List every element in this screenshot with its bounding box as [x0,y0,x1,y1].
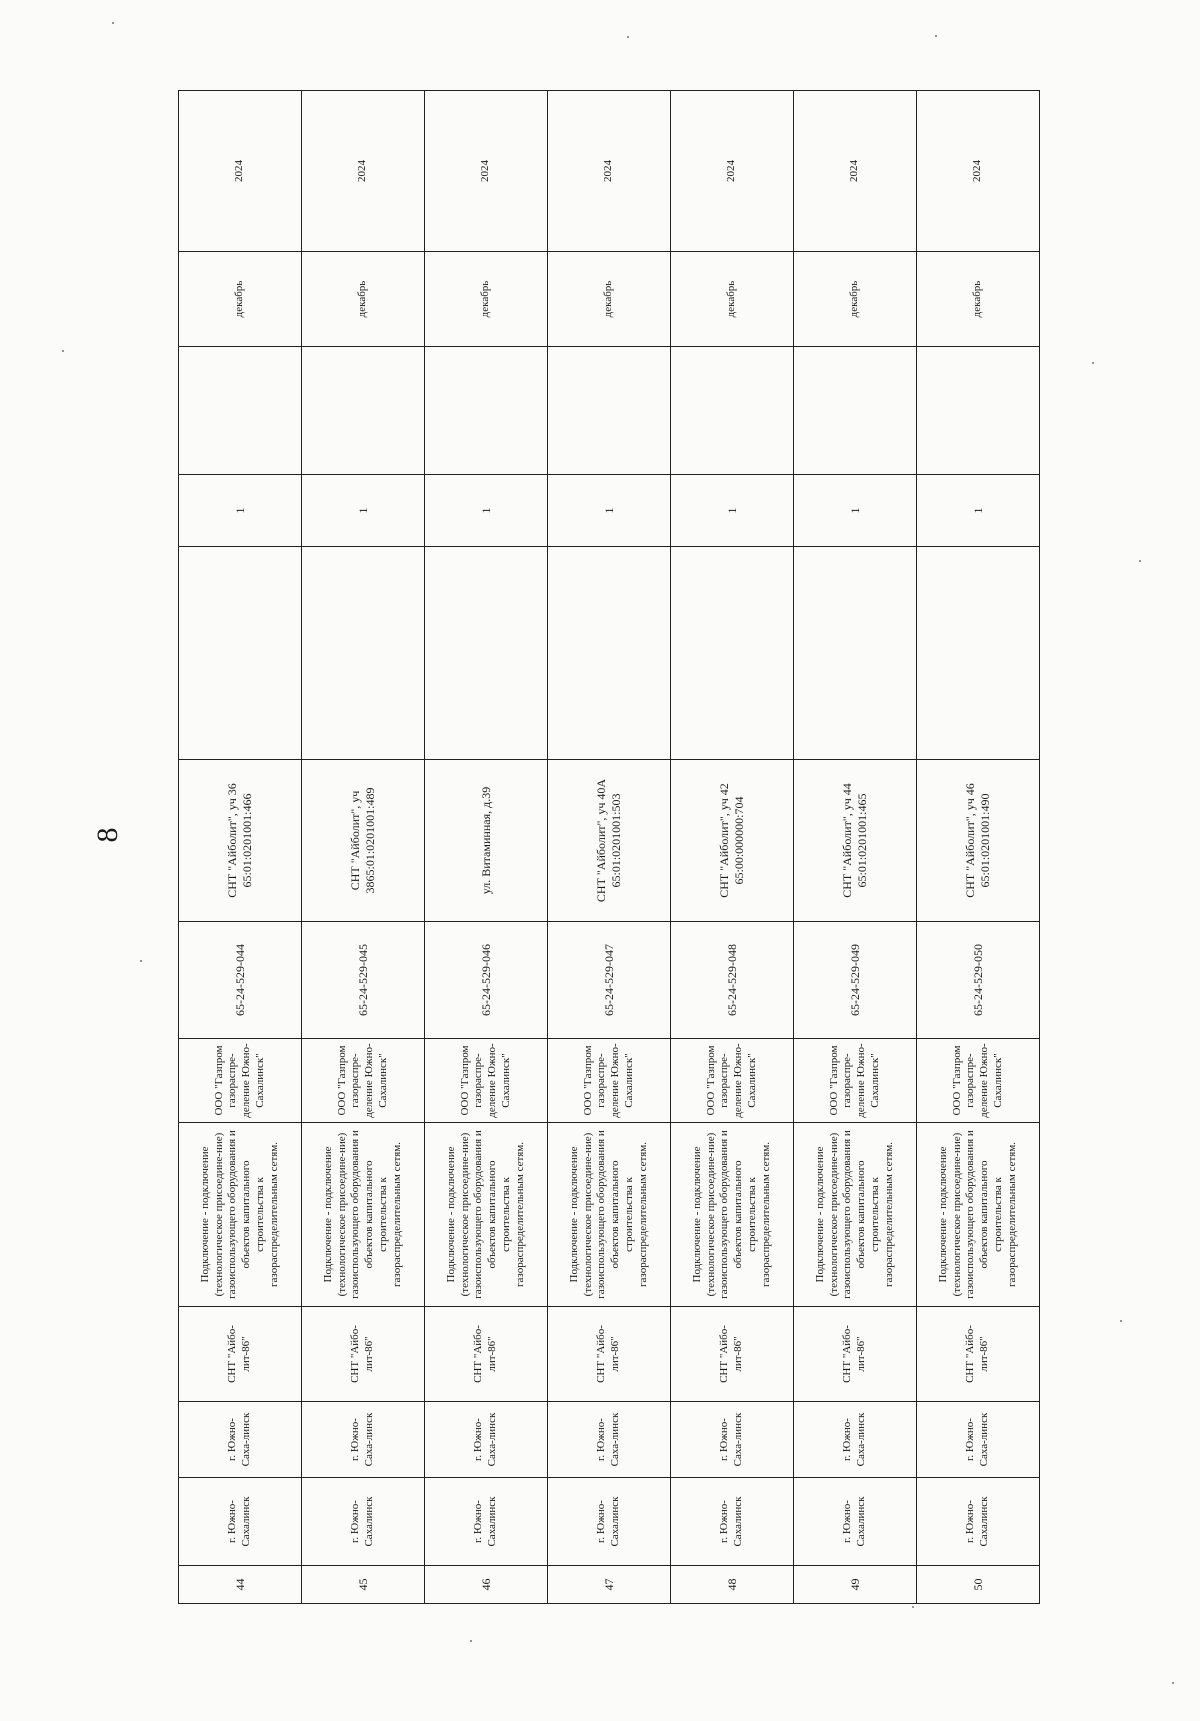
code-cell: 65-24-529-046 [425,922,548,1039]
scan-speck [62,350,64,352]
connections-table [178,90,1040,1604]
year-cell: 2024 [302,91,425,252]
year-cell: 2024 [671,91,794,252]
row-number-cell: 48 [671,1566,794,1604]
organization-cell: ООО "Газпром газораспре-деление Южно-Сахалинск" [917,1039,1040,1123]
month-cell: декабрь [671,252,794,347]
address-cell: СНТ "Айболит", уч 40А 65:01:0201001:503 [548,760,671,922]
code-cell: 65-24-529-049 [794,922,917,1039]
empty-cell [425,547,548,760]
empty-cell [179,347,302,475]
scan-speck [935,35,937,37]
empty-cell [302,547,425,760]
work-type-cell: Подключение - подключение (технологическое присоедине-ние) газоиспользующего оборудования и объектов капитального строительства к газораспределительным сетям. [671,1123,794,1307]
row-number-cell: 45 [302,1566,425,1604]
district-cell: г. Южно-Сахалинск [671,1478,794,1566]
empty-cell [302,347,425,475]
empty-cell [548,547,671,760]
snt-cell: СНТ "Айбо-лит-86" [302,1307,425,1402]
year-cell: 2024 [425,91,548,252]
year-cell: 2024 [917,91,1040,252]
locality-cell: г. Южно-Саха-линск [302,1402,425,1478]
month-cell: декабрь [302,252,425,347]
scan-speck [1139,560,1141,562]
work-type-cell: Подключение - подключение (технологическое присоедине-ние) газоиспользующего оборудования и объектов капитального строительства к газораспределительным сетям. [917,1123,1040,1307]
quantity-cell: 1 [671,475,794,547]
scan-speck [470,1640,472,1642]
empty-cell [548,347,671,475]
organization-cell: ООО "Газпром газораспре-деление Южно-Сахалинск" [179,1039,302,1123]
address-cell: ул. Витаминная, д.39 [425,760,548,922]
row-number-cell: 47 [548,1566,671,1604]
snt-cell: СНТ "Айбо-лит-86" [179,1307,302,1402]
empty-cell [917,547,1040,760]
page-number: 8 [91,827,124,843]
empty-cell [794,547,917,760]
row-number-cell: 44 [179,1566,302,1604]
work-type-cell: Подключение - подключение (технологическое присоедине-ние) газоиспользующего оборудования и объектов капитального строительства к газораспределительным сетям. [302,1123,425,1307]
table-row [794,91,917,1604]
empty-cell [794,347,917,475]
scan-speck [1172,1682,1174,1684]
district-cell: г. Южно-Сахалинск [302,1478,425,1566]
work-type-cell: Подключение - подключение (технологическое присоедине-ние) газоиспользующего оборудования и объектов капитального строительства к газораспределительным сетям. [179,1123,302,1307]
snt-cell: СНТ "Айбо-лит-86" [917,1307,1040,1402]
month-cell: декабрь [917,252,1040,347]
row-number-cell: 50 [917,1566,1040,1604]
table-row [548,91,671,1604]
empty-cell [671,547,794,760]
document-table-area [178,91,1040,1604]
work-type-cell: Подключение - подключение (технологическое присоедине-ние) газоиспользующего оборудования и объектов капитального строительства к газораспределительным сетям. [794,1123,917,1307]
scan-speck [140,960,142,962]
district-cell: г. Южно-Сахалинск [917,1478,1040,1566]
quantity-cell: 1 [917,475,1040,547]
table-row [425,91,548,1604]
month-cell: декабрь [548,252,671,347]
scan-speck [912,1606,914,1608]
work-type-cell: Подключение - подключение (технологическое присоедине-ние) газоиспользующего оборудования и объектов капитального строительства к газораспределительным сетям. [548,1123,671,1307]
address-cell: СНТ "Айболит", уч 3865:01:0201001:489 [302,760,425,922]
quantity-cell: 1 [794,475,917,547]
quantity-cell: 1 [425,475,548,547]
address-cell: СНТ "Айболит", уч 42 65:00:000000:704 [671,760,794,922]
locality-cell: г. Южно-Саха-линск [794,1402,917,1478]
scan-speck [112,22,114,24]
organization-cell: ООО "Газпром газораспре-деление Южно-Сахалинск" [302,1039,425,1123]
empty-cell [671,347,794,475]
code-cell: 65-24-529-045 [302,922,425,1039]
empty-cell [179,547,302,760]
quantity-cell: 1 [302,475,425,547]
organization-cell: ООО "Газпром газораспре-деление Южно-Сахалинск" [548,1039,671,1123]
rotated-table-container [178,91,1040,1604]
district-cell: г. Южно-Сахалинск [425,1478,548,1566]
code-cell: 65-24-529-044 [179,922,302,1039]
year-cell: 2024 [548,91,671,252]
address-cell: СНТ "Айболит", уч 44 65:01:0201001:465 [794,760,917,922]
organization-cell: ООО "Газпром газораспре-деление Южно-Сахалинск" [794,1039,917,1123]
month-cell: декабрь [425,252,548,347]
code-cell: 65-24-529-048 [671,922,794,1039]
district-cell: г. Южно-Сахалинск [179,1478,302,1566]
table-row [917,91,1040,1604]
code-cell: 65-24-529-050 [917,922,1040,1039]
month-cell: декабрь [179,252,302,347]
scan-speck [1120,1320,1122,1322]
district-cell: г. Южно-Сахалинск [548,1478,671,1566]
year-cell: 2024 [179,91,302,252]
code-cell: 65-24-529-047 [548,922,671,1039]
year-cell: 2024 [794,91,917,252]
organization-cell: ООО "Газпром газораспре-деление Южно-Сахалинск" [425,1039,548,1123]
scan-speck [627,36,629,38]
table-row [179,91,302,1604]
scan-speck [1092,362,1094,364]
table-row [671,91,794,1604]
locality-cell: г. Южно-Саха-линск [671,1402,794,1478]
empty-cell [917,347,1040,475]
district-cell: г. Южно-Сахалинск [794,1478,917,1566]
row-number-cell: 46 [425,1566,548,1604]
organization-cell: ООО "Газпром газораспре-деление Южно-Сахалинск" [671,1039,794,1123]
table-row [302,91,425,1604]
snt-cell: СНТ "Айбо-лит-86" [548,1307,671,1402]
locality-cell: г. Южно-Саха-линск [425,1402,548,1478]
locality-cell: г. Южно-Саха-линск [917,1402,1040,1478]
row-number-cell: 49 [794,1566,917,1604]
address-cell: СНТ "Айболит", уч 46 65:01:0201001:490 [917,760,1040,922]
snt-cell: СНТ "Айбо-лит-86" [425,1307,548,1402]
empty-cell [425,347,548,475]
snt-cell: СНТ "Айбо-лит-86" [671,1307,794,1402]
quantity-cell: 1 [548,475,671,547]
quantity-cell: 1 [179,475,302,547]
work-type-cell: Подключение - подключение (технологическое присоедине-ние) газоиспользующего оборудования и объектов капитального строительства к газораспределительным сетям. [425,1123,548,1307]
address-cell: СНТ "Айболит", уч 36 65:01:0201001:466 [179,760,302,922]
month-cell: декабрь [794,252,917,347]
locality-cell: г. Южно-Саха-линск [179,1402,302,1478]
locality-cell: г. Южно-Саха-линск [548,1402,671,1478]
snt-cell: СНТ "Айбо-лит-86" [794,1307,917,1402]
